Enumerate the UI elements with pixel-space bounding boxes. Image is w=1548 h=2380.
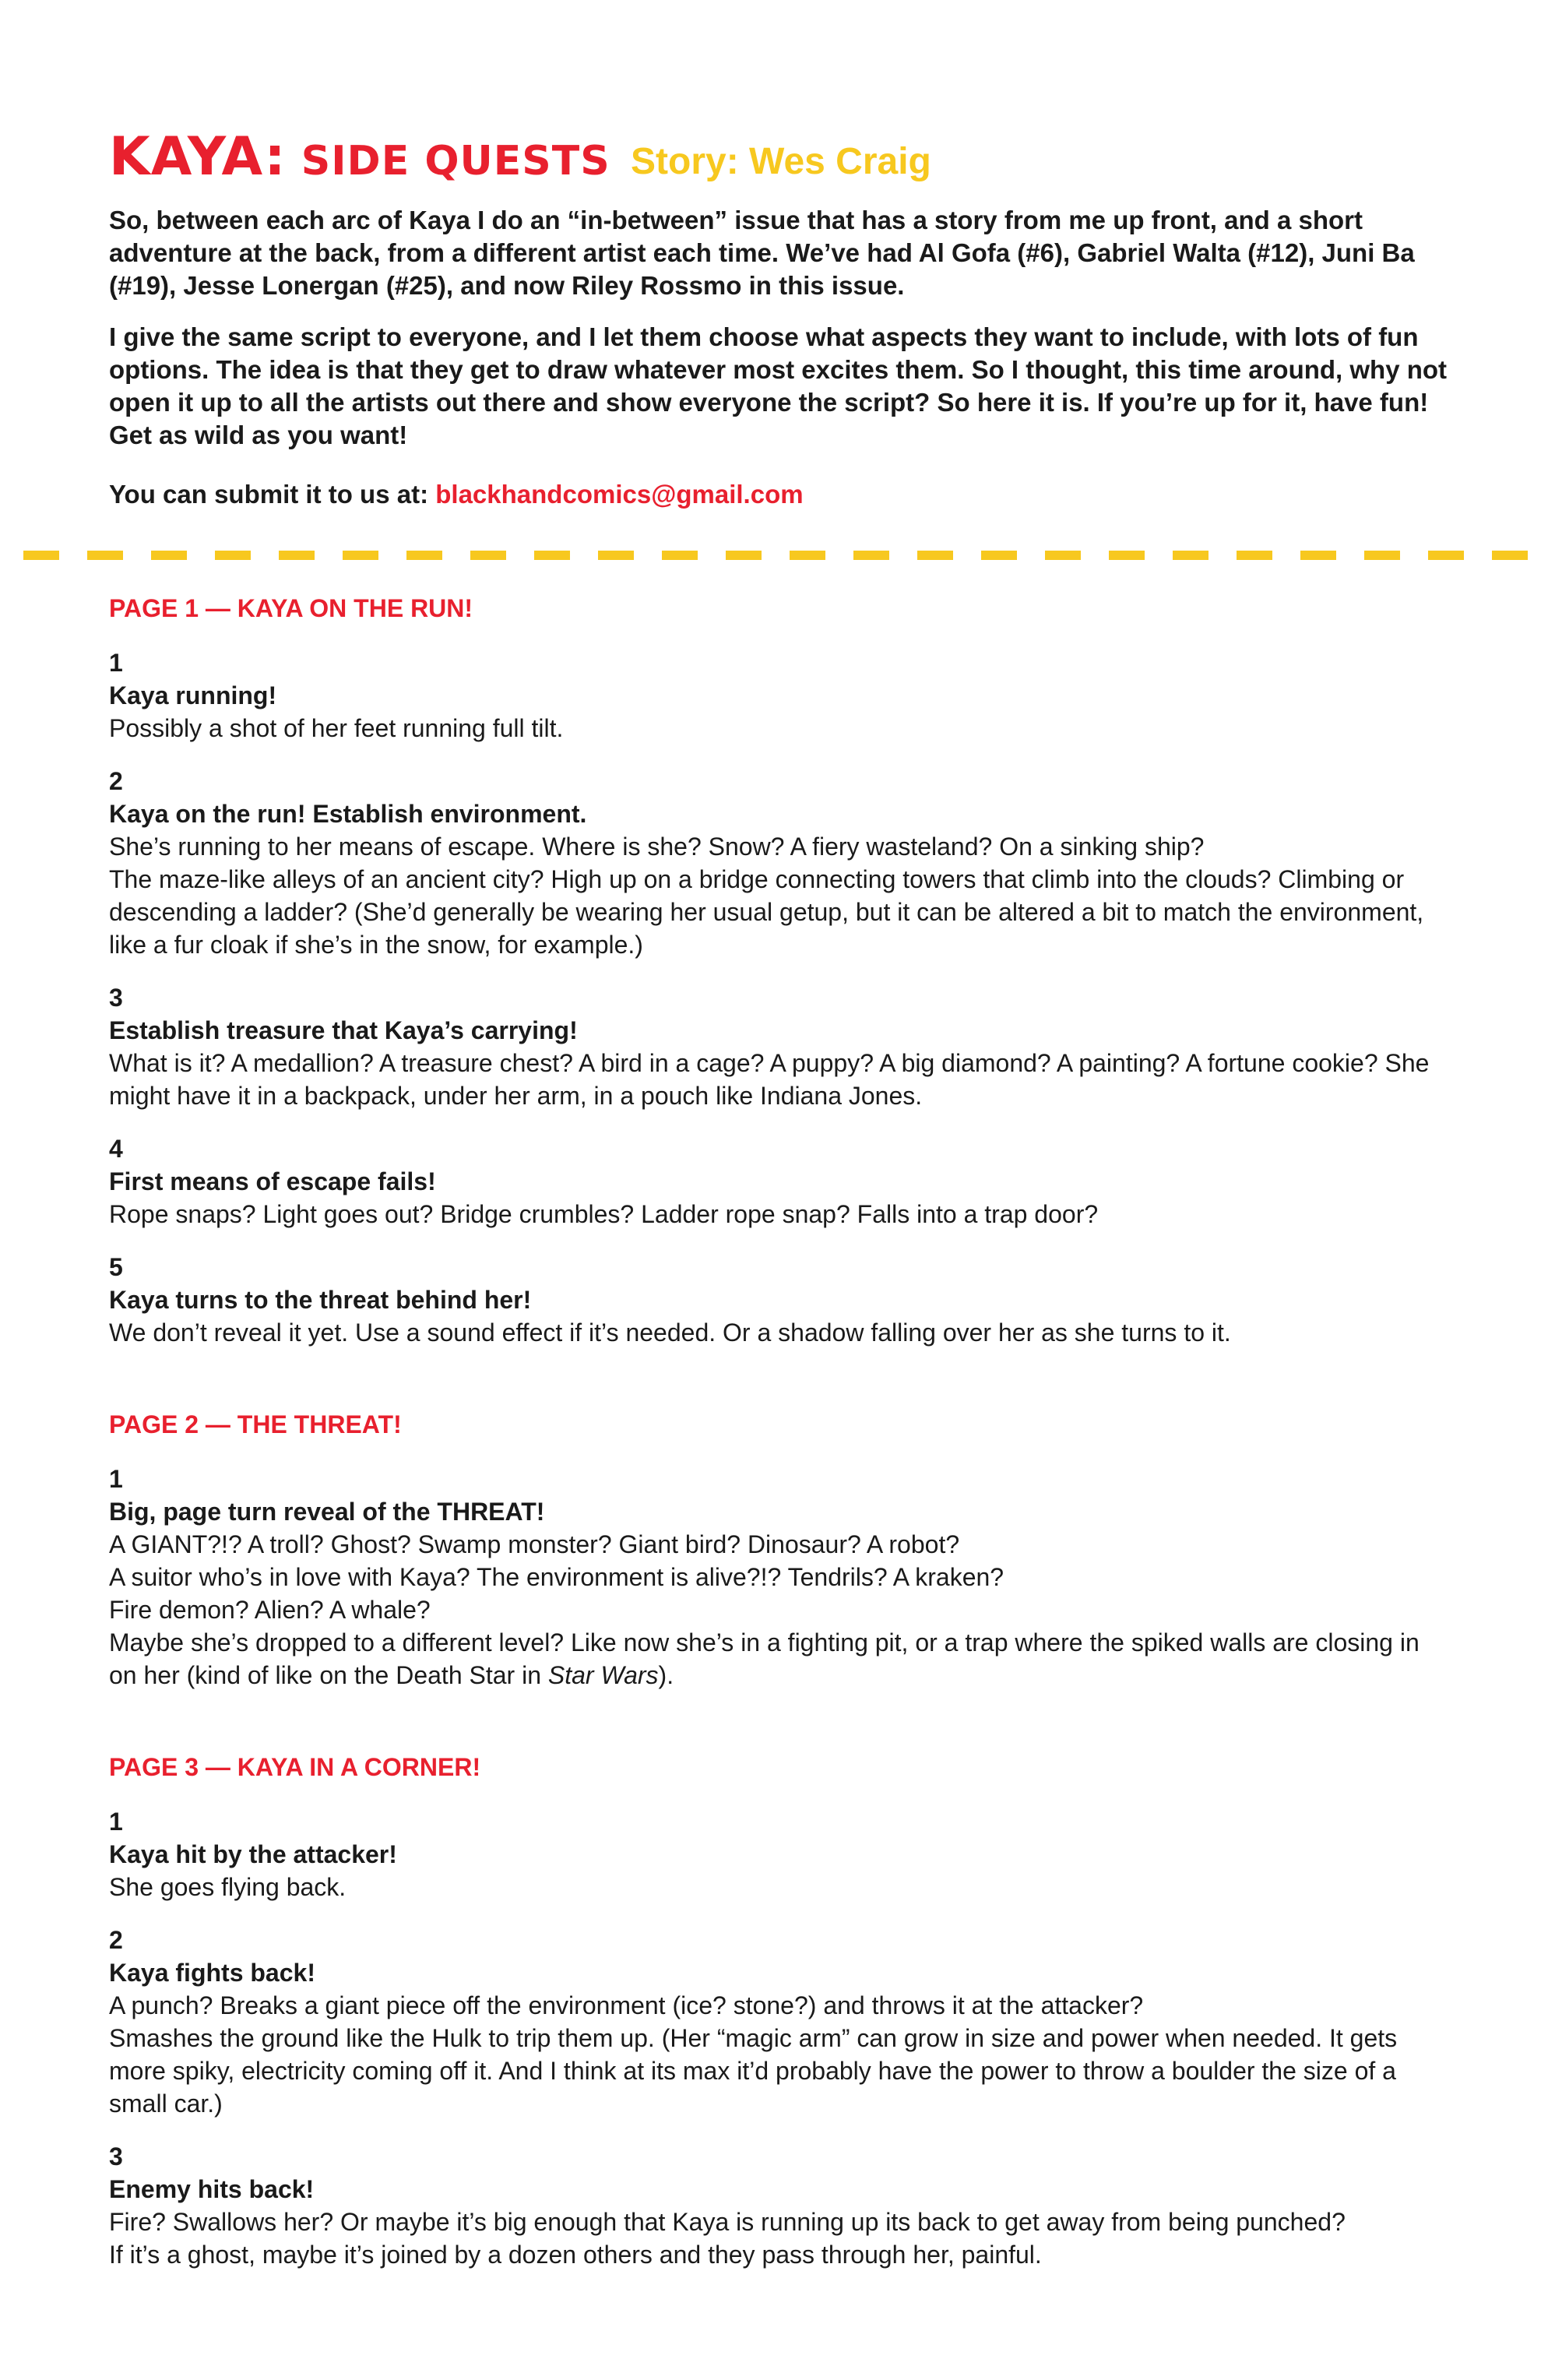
panel-title: First means of escape fails! xyxy=(109,1167,436,1195)
intro-section xyxy=(109,204,1448,530)
description-text: ). xyxy=(658,1661,674,1689)
panel-number: 4 xyxy=(109,1135,123,1163)
panel xyxy=(109,2140,1448,2271)
panel-number: 5 xyxy=(109,1253,123,1281)
script-body xyxy=(109,592,1448,2330)
panel-title: Kaya on the run! Establish environment. xyxy=(109,800,587,828)
description-line: The maze-like alleys of an ancient city? High up on a bridge connecting towers that climb into the clouds? Climbing or descending a ladder? (She’d generally be wearing her usual getup, but it can be altered a bit to match the environment, like a fur cloak if she’s in the snow, for example.) xyxy=(109,865,1424,959)
intro-paragraph-2: I give the same script to everyone, and I let them choose what aspects they want to include, with lots of fun options. The idea is that they get to draw whatever most excites them. So I thought, this time around, why not open it up to all the artists out there and show everyone the script? So here it is. If you’re up for it, have fun! Get as wild as you want! xyxy=(109,322,1448,449)
panel-description xyxy=(109,712,1448,745)
dashed-divider xyxy=(23,551,1548,560)
panel-title: Kaya running! xyxy=(109,681,277,709)
panel-description xyxy=(109,1528,1448,1692)
page-heading: PAGE 1 — KAYA ON THE RUN! xyxy=(109,594,473,622)
panel-title: Establish treasure that Kaya’s carrying! xyxy=(109,1016,578,1044)
description-line: Fire demon? Alien? A whale? xyxy=(109,1596,431,1624)
panel-number: 1 xyxy=(109,1808,123,1836)
title-main: KAYA: xyxy=(109,126,287,188)
panel-title: Big, page turn reveal of the THREAT! xyxy=(109,1498,545,1526)
submit-label: You can submit it to us at: xyxy=(109,480,436,509)
description-line: Smashes the ground like the Hulk to trip them up. (Her “magic arm” can grow in size and power when needed. It gets more spiky, electricity coming off it. And I think at its max it’d probably have the power to throw a boulder the size of a small car.) xyxy=(109,2024,1398,2118)
panel-description xyxy=(109,2206,1448,2271)
description-line: A suitor who’s in love with Kaya? The environment is alive?!? Tendrils? A kraken? xyxy=(109,1563,1004,1591)
panel xyxy=(109,1805,1448,1903)
description-line: We don’t reveal it yet. Use a sound effect if it’s needed. Or a shadow falling over her as she turns to it. xyxy=(109,1319,1231,1347)
description-line: Rope snaps? Light goes out? Bridge crumbles? Ladder rope snap? Falls into a trap door? xyxy=(109,1200,1099,1228)
intro-paragraph-1: So, between each arc of Kaya I do an “in-between” issue that has a story from me up front, and a short adventure at the back, from a different artist each time. We’ve had Al Gofa (#6), Gabriel Walta (#12), Juni Ba (#19), Jesse Lonergan (#25), and now Riley Rossmo in this issue. xyxy=(109,206,1415,300)
panel-number: 2 xyxy=(109,1926,123,1954)
panel-title: Kaya turns to the threat behind her! xyxy=(109,1286,532,1314)
submit-email-link[interactable]: blackhandcomics@gmail.com xyxy=(435,480,804,509)
description-line: She’s running to her means of escape. Where is she? Snow? A fiery wasteland? On a sinking ship? xyxy=(109,833,1205,861)
panel-number: 1 xyxy=(109,1465,123,1493)
panel-description xyxy=(109,1871,1448,1903)
description-line: A punch? Breaks a giant piece off the environment (ice? stone?) and throws it at the attacker? xyxy=(109,1991,1144,2019)
panel-number: 3 xyxy=(109,984,123,1012)
description-line: If it’s a ghost, maybe it’s joined by a dozen others and they pass through her, painful. xyxy=(109,2241,1042,2269)
panel-title: Kaya hit by the attacker! xyxy=(109,1840,397,1868)
panel xyxy=(109,981,1448,1112)
title-sub: SIDE QUESTS xyxy=(286,138,610,185)
panel xyxy=(109,1251,1448,1349)
italic-title: Star Wars xyxy=(547,1661,659,1689)
comic-title xyxy=(109,126,610,188)
description-line: A GIANT?!? A troll? Ghost? Swamp monster? Giant bird? Dinosaur? A robot? xyxy=(109,1530,960,1558)
page-heading: PAGE 2 — THE THREAT! xyxy=(109,1410,402,1438)
panel-number: 3 xyxy=(109,2142,123,2171)
panel xyxy=(109,1463,1448,1692)
description-line xyxy=(109,1626,1448,1692)
panel-number: 1 xyxy=(109,649,123,677)
panel-description xyxy=(109,830,1448,961)
description-line: Possibly a shot of her feet running full tilt. xyxy=(109,714,564,742)
script-page-3 xyxy=(109,1751,1448,2271)
panel-description xyxy=(109,1198,1448,1230)
submit-line xyxy=(109,478,1448,511)
panel xyxy=(109,1132,1448,1230)
panel xyxy=(109,646,1448,745)
script-page-1 xyxy=(109,592,1448,1349)
page-heading: PAGE 3 — KAYA IN A CORNER! xyxy=(109,1753,481,1781)
panel-description xyxy=(109,1047,1448,1112)
description-text: Maybe she’s dropped to a different level? Like now she’s in a fighting pit, or a trap where the spiked walls are closing in on her (kind of like on the Death Star in xyxy=(109,1628,1420,1689)
description-line: She goes flying back. xyxy=(109,1873,347,1901)
script-page-2 xyxy=(109,1408,1448,1692)
panel-title: Kaya fights back! xyxy=(109,1959,315,1987)
panel xyxy=(109,1924,1448,2120)
panel xyxy=(109,765,1448,961)
panel-description xyxy=(109,1989,1448,2120)
panel-title: Enemy hits back! xyxy=(109,2175,315,2203)
panel-description xyxy=(109,1316,1448,1349)
panel-number: 2 xyxy=(109,767,123,795)
description-line: Fire? Swallows her? Or maybe it’s big enough that Kaya is running up its back to get away from being punched? xyxy=(109,2208,1346,2236)
description-line: What is it? A medallion? A treasure chest? A bird in a cage? A puppy? A big diamond? A painting? A fortune cookie? She might have it in a backpack, under her arm, in a pouch like Indiana Jones. xyxy=(109,1049,1430,1110)
story-byline: Story: Wes Craig xyxy=(631,141,931,182)
